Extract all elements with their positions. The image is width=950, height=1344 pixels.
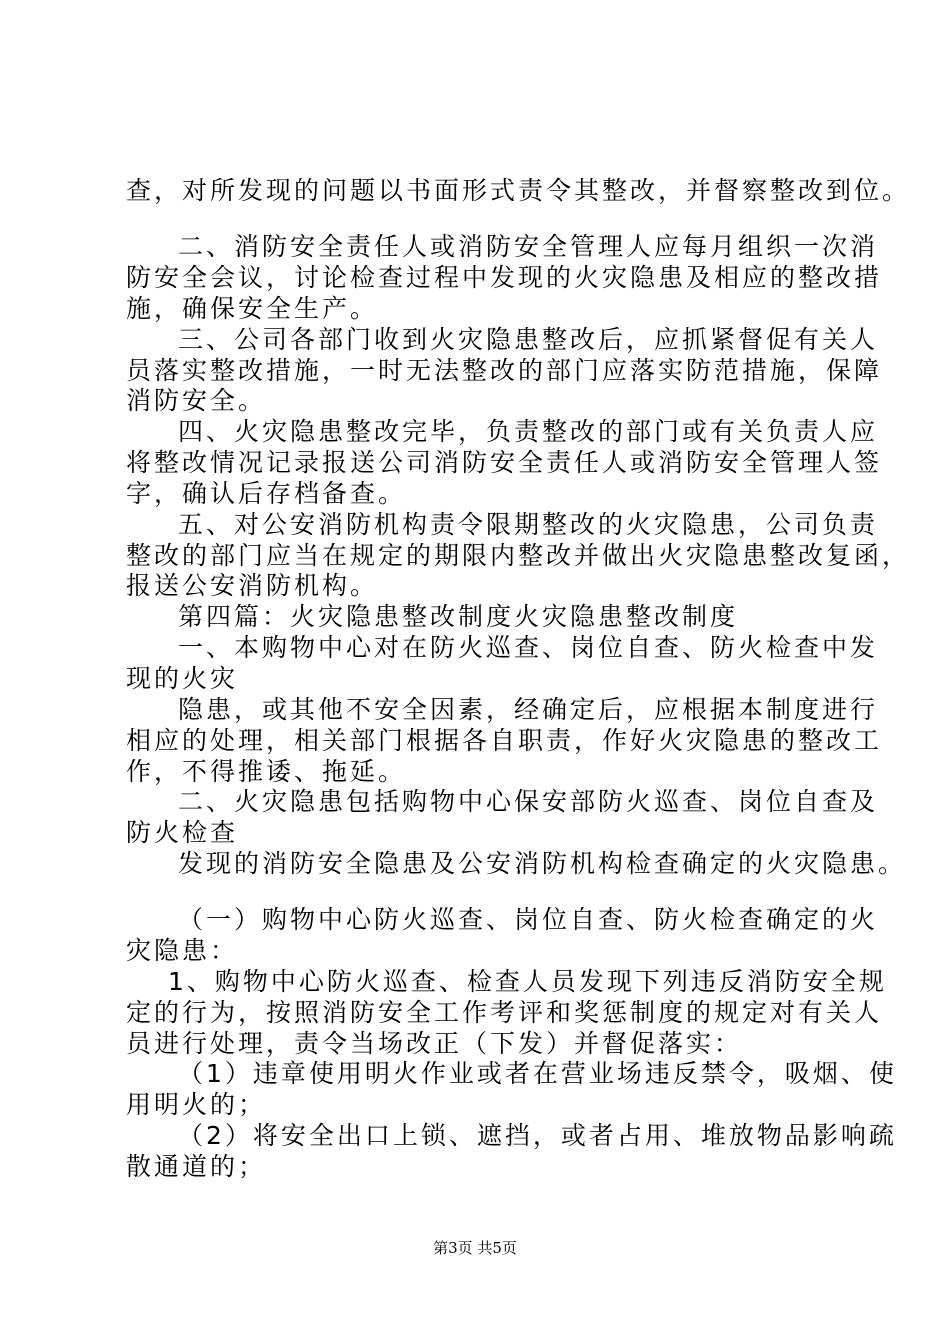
text-line: 用明火的； [126,1090,267,1119]
text-line: 灾隐患： [126,936,239,965]
text-line: 施，确保安全生产。 [126,294,379,323]
text-line: 1、购物中心防火巡查、检查人员发现下列违反消防安全规 [168,967,887,996]
text-line: （1）违章使用明火作业或者在营业场违反禁令，吸烟、使 [178,1059,897,1088]
text-line: 整改的部门应当在规定的期限内整改并做出火灾隐患整改复函， [126,541,911,570]
section-heading: 第四篇：火灾隐患整改制度火灾隐患整改制度 [178,602,739,631]
text-line: 二、消防安全责任人或消防安全管理人应每月组织一次消 [178,232,879,261]
text-line: 五、对公安消防机构责令限期整改的火灾隐患，公司负责 [178,510,879,539]
text-line: 相应的处理，相关部门根据各自职责，作好火灾隐患的整改工 [126,726,883,755]
text-line: 二、火灾隐患包括购物中心保安部防火巡查、岗位自查及 [178,787,879,816]
text-line: （2）将安全出口上锁、遮挡，或者占用、堆放物品影响疏 [178,1121,897,1150]
text-line: 散通道的； [126,1152,267,1181]
text-line: 隐患，或其他不安全因素，经确定后，应根据本制度进行 [178,695,879,724]
text-line: （一）购物中心防火巡查、岗位自查、防火检查确定的火 [178,905,879,934]
text-line: 查，对所发现的问题以书面形式责令其整改，并督察整改到位。 [126,176,911,205]
text-line: 四、火灾隐患整改完毕，负责整改的部门或有关负责人应 [178,417,879,446]
text-line: 消防安全。 [126,386,267,415]
text-line: 报送公安消防机构。 [126,571,379,600]
text-line: 防火检查 [126,818,239,847]
text-line: 员落实整改措施，一时无法整改的部门应落实防范措施，保障 [126,356,883,385]
text-line: 现的火灾 [126,664,239,693]
text-line: 防安全会议，讨论检查过程中发现的火灾隐患及相应的整改措 [126,263,883,292]
text-line: 三、公司各部门收到火灾隐患整改后，应抓紧督促有关人 [178,325,879,354]
page-number-footer: 第3页 共5页 [433,1239,517,1257]
text-line: 字，确认后存档备查。 [126,479,407,508]
text-line: 作，不得推诿、拖延。 [126,757,407,786]
text-line: 定的行为，按照消防安全工作考评和奖惩制度的规定对有关人 [126,998,883,1027]
text-line: 发现的消防安全隐患及公安消防机构检查确定的火灾隐患。 [178,849,907,878]
text-line: 员进行处理，责令当场改正（下发）并督促落实： [126,1029,743,1058]
text-line: 将整改情况记录报送公司消防安全责任人或消防安全管理人签 [126,448,883,477]
text-line: 一、本购物中心对在防火巡查、岗位自查、防火检查中发 [178,633,879,662]
